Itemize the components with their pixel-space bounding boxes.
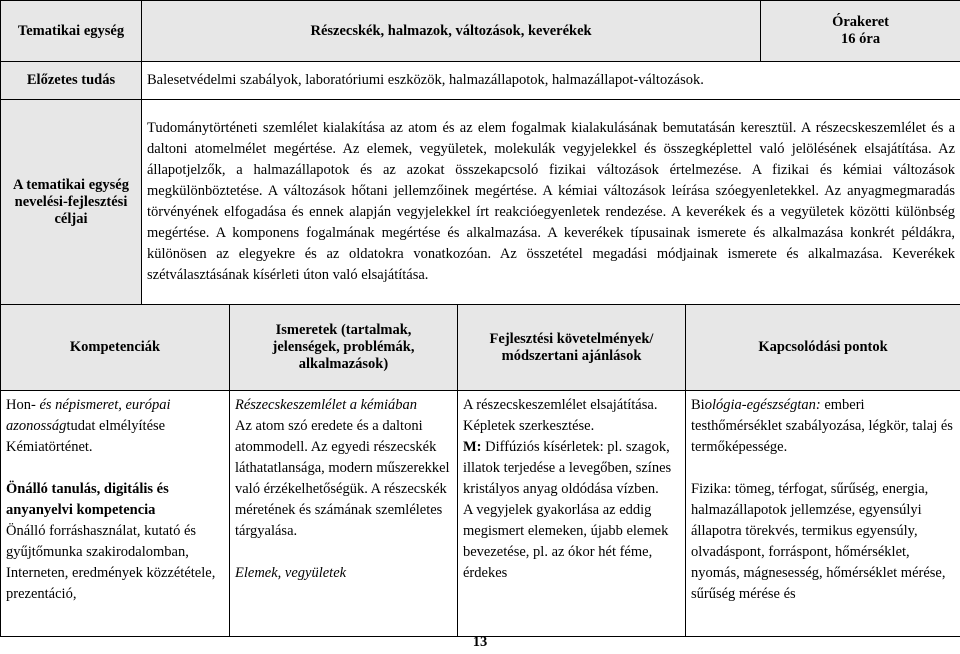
connection-physics: Fizika: tömeg, térfogat, sűrűség, energia, halmazállapotok jellemzése, egyensúlyi állapotra törekvés, termikus egyensúly, olvadáspont, forráspont, hőmérséklet, nyomás, mágnesesség, hőmérséklet mérése, sűrűség mérése és (691, 481, 946, 602)
hours-value: 16 óra (841, 31, 881, 47)
competence-learning-heading: Önálló tanulás, digitális és anyanyelvi kompetencia (6, 481, 169, 518)
col-header-knowledge: Ismeretek (tartalmak, jelenségek, problémák, alkalmazások) (230, 305, 458, 391)
topic-title: Részecskék, halmazok, változások, keverékek (142, 1, 761, 62)
prior-knowledge-label: Előzetes tudás (1, 62, 142, 100)
topic-label: Tematikai egység (1, 1, 142, 62)
knowledge-cell (230, 391, 458, 637)
prior-knowledge-text: Balesetvédelmi szabályok, laboratóriumi eszközök, halmazállapotok, halmazállapot-változások. (142, 62, 960, 100)
prior-knowledge-row (1, 62, 960, 100)
knowledge-subtitle: Elemek, vegyületek (235, 565, 347, 581)
column-header-row (1, 305, 960, 391)
connection-biology: Biológia-egészségtan: emberi testhőmérséklet szabályozása, légkör, talaj és termőképessége. (691, 397, 953, 455)
header-row (1, 1, 960, 62)
objectives-row (1, 100, 960, 305)
competences-cell (1, 391, 230, 637)
col-header-competences: Kompetenciák (1, 305, 230, 391)
hours-label: Órakeret (832, 14, 889, 30)
competence-learning-text: Önálló forráshasználat, kutató és gyűjtőmunka szakirodalomban, Interneten, eredmények közzététele, prezentáció, (6, 523, 216, 602)
col-header-connections: Kapcsolódási pontok (686, 305, 960, 391)
hours-cell (761, 1, 960, 62)
knowledge-text: Az atom szó eredete és a daltoni atommodell. Az egyedi részecskék láthatatlansága, modern műszerekkel való érzékelhetőségük. A részecskék méretének és számának szemléletes tárgyalása. (235, 418, 450, 539)
requirements-method: M: Diffúziós kísérletek: pl. szagok, illatok terjedése a levegőben, színes kristályos anyag oldódása vízben. (463, 439, 672, 497)
requirements-text2: A vegyjelek gyakorlása az eddig megismert elemeken, újabb elemek bevezetése, pl. az ókor hét féme, érdekes (463, 502, 669, 581)
objectives-label: A tematikai egység nevelési-fejlesztési céljai (1, 100, 142, 305)
competence-heritage: Hon- és népismeret, európai azonosságtudat elmélyítése Kémiatörténet. (6, 397, 171, 455)
content-row (1, 391, 960, 637)
col-header-requirements: Fejlesztési követelmények/ módszertani ajánlások (458, 305, 686, 391)
page-number: 13 (472, 634, 488, 650)
connections-cell (686, 391, 960, 637)
objectives-text: Tudománytörténeti szemlélet kialakítása az atom és az elem fogalmak kialakulásának bemutatásán keresztül. A részecskeszemlélet és a daltoni atomelmélet megértése. Az elemek, vegyületek, molekulák vegyjelekkel és összegképlettel való jelölésének elsajátítása. Az állapotjelzők, a halmazállapotok és az azokat összekapcsoló fizikai változások értelmezése. A fizikai és kémiai változások megkülönböztetése. A változások hőtani jellemzőinek megértése. A kémiai változások leírása szóegyenletekkel. Az anyagmegmaradás törvényének elfogadása és ennek alapján vegyjelekkel írt reakcióegyenletek rendezése. A keverékek és a vegyületek közötti különbség megértése. A komponens fogalmának megértése és alkalmazása. A keverékek típusainak ismerete és alkalmazása konkrét példákra, különösen az elegyekre és az oldatokra vonatkozóan. Az összetétel megadási módjainak ismerete és alkalmazása. Keverékek szétválasztásának kísérleti úton való elsajátítása. (142, 100, 960, 305)
knowledge-title: Részecskeszemlélet a kémiában (235, 397, 417, 413)
requirements-cell (458, 391, 686, 637)
requirements-line1: A részecskeszemlélet elsajátítása. Képletek szerkesztése. (463, 397, 658, 434)
